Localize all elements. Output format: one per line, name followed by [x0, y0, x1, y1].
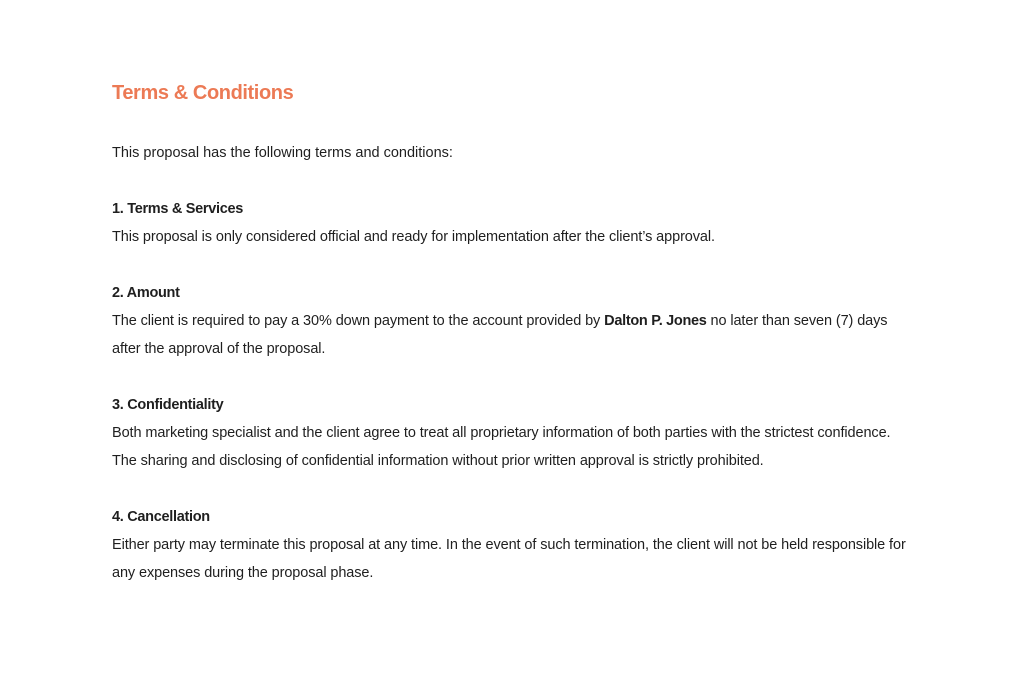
- section-body: Either party may terminate this proposal at any time. In the event of such termination, the client will not be held responsible for any expenses during the proposal phase.: [112, 537, 906, 581]
- amount-text-before: The client is required to pay a 30% down payment to the account provided by: [112, 313, 605, 329]
- section-heading: 2. Amount: [112, 285, 180, 301]
- section-terms-services: [112, 195, 912, 251]
- terms-document: [112, 78, 912, 587]
- provider-name: Dalton P. Jones: [604, 313, 707, 329]
- amount-text-after: no later than seven (7) days after the approval of the proposal.: [112, 313, 888, 357]
- section-heading: 4. Cancellation: [112, 509, 210, 525]
- section-amount: [112, 279, 912, 363]
- section-heading: 3. Confidentiality: [112, 397, 224, 413]
- intro-text: This proposal has the following terms and conditions:: [112, 145, 453, 161]
- section-body: Both marketing specialist and the client agree to treat all proprietary information of both parties with the strictest confidence. The sharing and disclosing of confidential information without prior written approval is strictly prohibited.: [112, 425, 891, 469]
- section-body: This proposal is only considered official and ready for implementation after the client’s approval.: [112, 229, 715, 245]
- section-body: [112, 307, 912, 363]
- section-cancellation: [112, 503, 912, 587]
- section-heading: 1. Terms & Services: [112, 201, 244, 217]
- section-confidentiality: [112, 391, 912, 475]
- page-title: Terms & Conditions: [112, 82, 294, 104]
